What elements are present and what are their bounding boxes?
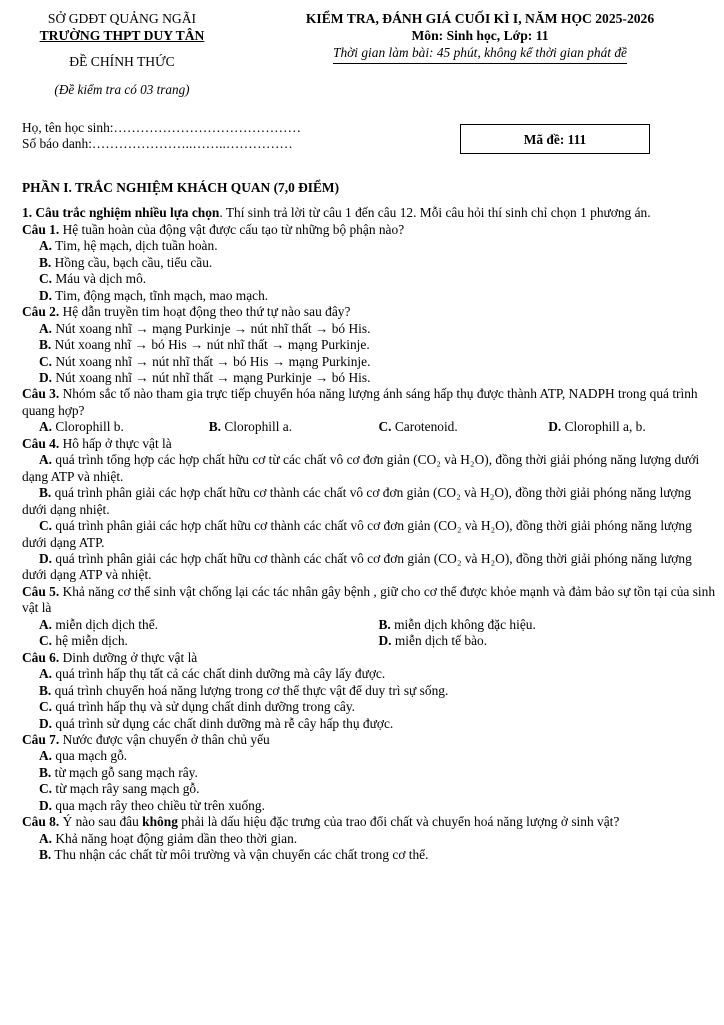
options-row-5b (22, 633, 718, 649)
time-line: Thời gian làm bài: 45 phút, không kể thời gian phát đề (333, 44, 627, 64)
option-5b: B. miễn dịch không đặc hiệu. (378, 616, 536, 632)
option-3d: D. Clorophill a, b. (548, 419, 646, 435)
question-7: Câu 7. Nước được vận chuyển ở thân chủ yếu (22, 731, 270, 747)
header-left (22, 10, 222, 98)
header-right (260, 10, 700, 64)
option-4c: C. quá trình phân giải các hợp chất hữu cơ thành các chất vô cơ đơn giản (CO₂ và H₂O), đồng thời giải phóng năng lượng dưới dạng ATP. (22, 518, 692, 550)
option-7b: B. từ mạch gỗ sang mạch rây. (39, 764, 198, 780)
part-intro: 1. Câu trắc nghiệm nhiều lựa chọn. Thí sinh trả lời từ câu 1 đến câu 12. Mỗi câu hỏi thí sinh chỉ chọn 1 phương án. (22, 205, 651, 221)
question-6: Câu 6. Dinh dưỡng ở thực vật là (22, 649, 198, 665)
question-5: Câu 5. Khả năng cơ thể sinh vật chống lại các tác nhân gây bệnh , giữ cho cơ thể được khỏe mạnh và đảm bảo sự tồn tại của sinh vật là (22, 583, 716, 616)
question-8: Câu 8. Ý nào sau đâu không phải là dấu hiệu đặc trưng của trao đổi chất và chuyển hoá năng lượng ở sinh vật? (22, 814, 620, 830)
option-5d: D. miễn dịch tế bào. (378, 633, 488, 649)
option-6b: B. quá trình chuyển hoá năng lượng trong cơ thể thực vật để duy trì sự sống. (39, 682, 449, 698)
option-4b: B. quá trình phân giải các hợp chất hữu cơ thành các chất vô cơ đơn giản (CO₂ và H₂O), đồng thời giải phóng năng lượng dưới dạng nhiệt. (22, 485, 692, 517)
subject-line: Môn: Sinh học, Lớp: 11 (411, 28, 549, 43)
option-2a: A. Nút xoang nhĩ → mạng Purkinje → nút nhĩ thất → bó His. (39, 320, 371, 336)
exam-title: KIỂM TRA, ĐÁNH GIÁ CUỐI KÌ I, NĂM HỌC 2025-2026 (305, 11, 655, 26)
options-row-5a (22, 617, 718, 633)
question-2: Câu 2. Hệ dẫn truyền tim hoạt động theo thứ tự nào sau đây? (22, 304, 351, 320)
student-id-line: Số báo danh:…………………..……..…………… (22, 136, 293, 151)
part-title: PHẦN I. TRẮC NGHIỆM KHÁCH QUAN (7,0 ĐIỂM) (22, 180, 340, 195)
question-1: Câu 1. Hệ tuần hoàn của động vật được cấu tạo từ những bộ phận nào? (22, 221, 405, 237)
option-2c: C. Nút xoang nhĩ → nút nhĩ thất → bó His → mạng Purkinje. (39, 353, 371, 369)
option-7d: D. qua mạch rây theo chiều từ trên xuống. (39, 797, 265, 813)
option-6a: A. quá trình hấp thụ tất cả các chất dinh dưỡng mà cây lấy được. (39, 666, 386, 682)
option-5a: A. miễn dịch dịch thể. (39, 616, 159, 632)
option-1b: B. Hồng cầu, bạch cầu, tiểu cầu. (39, 254, 213, 270)
option-6d: D. quá trình sử dụng các chất dinh dưỡng mà rễ cây hấp thụ được. (39, 715, 394, 731)
option-1c: C. Máu và dịch mô. (39, 271, 147, 287)
option-8a: A. Khả năng hoạt động giảm dần theo thời gian. (39, 830, 298, 846)
option-8b: B. Thu nhận các chất từ môi trường và vận chuyển các chất trong cơ thể. (39, 847, 429, 863)
student-info (22, 120, 301, 152)
exam-code-box: Mã đề: 111 (460, 124, 650, 154)
school-name: TRƯỜNG THPT DUY TÂN (39, 28, 205, 43)
option-1d: D. Tim, động mạch, tĩnh mạch, mao mạch. (39, 287, 269, 303)
option-4a: A. quá trình tổng hợp các hợp chất hữu cơ từ các chất vô cơ đơn giản (CO₂ và H₂O), đồng thời giải phóng năng lượng dưới dạng ATP và nhiệt. (22, 452, 700, 484)
options-row-3 (22, 419, 718, 435)
student-name-line: Họ, tên học sinh:…………………………………… (22, 120, 301, 135)
option-5c: C. hệ miễn dịch. (39, 633, 128, 649)
official-label: ĐỀ CHÍNH THỨC (69, 54, 175, 69)
option-2d: D. Nút xoang nhĩ → nút nhĩ thất → mạng Purkinje → bó His. (39, 369, 371, 385)
pages-note: (Đề kiểm tra có 03 trang) (54, 82, 190, 97)
exam-content (22, 180, 718, 864)
option-4d: D. quá trình phân giải các hợp chất hữu cơ thành các chất vô cơ đơn giản (CO₂ và H₂O), đồng thời giải phóng năng lượng dưới dạng ATP và nhiệt. (22, 550, 692, 583)
option-3b: B. Clorophill a. (208, 419, 293, 435)
option-7a: A. qua mạch gỗ. (39, 748, 128, 764)
option-3a: A. Clorophill b. (39, 419, 124, 435)
option-6c: C. quá trình hấp thụ và sử dụng chất dinh dưỡng trong cây. (39, 699, 356, 715)
option-1a: A. Tim, hệ mạch, dịch tuần hoàn. (39, 238, 218, 254)
option-7c: C. từ mạch rây sang mạch gỗ. (39, 781, 200, 797)
option-3c: C. Carotenoid. (378, 419, 458, 435)
department-name: SỞ GDĐT QUẢNG NGÃI (47, 11, 197, 26)
question-3: Câu 3. Nhóm sắc tố nào tham gia trực tiếp chuyển hóa năng lượng ánh sáng hấp thụ được thành ATP, NADPH trong quá trình quang hợp? (22, 386, 698, 418)
option-2b: B. Nút xoang nhĩ → bó His → nút nhĩ thất → mạng Purkinje. (39, 337, 370, 353)
question-4: Câu 4. Hô hấp ở thực vật là (22, 435, 172, 451)
